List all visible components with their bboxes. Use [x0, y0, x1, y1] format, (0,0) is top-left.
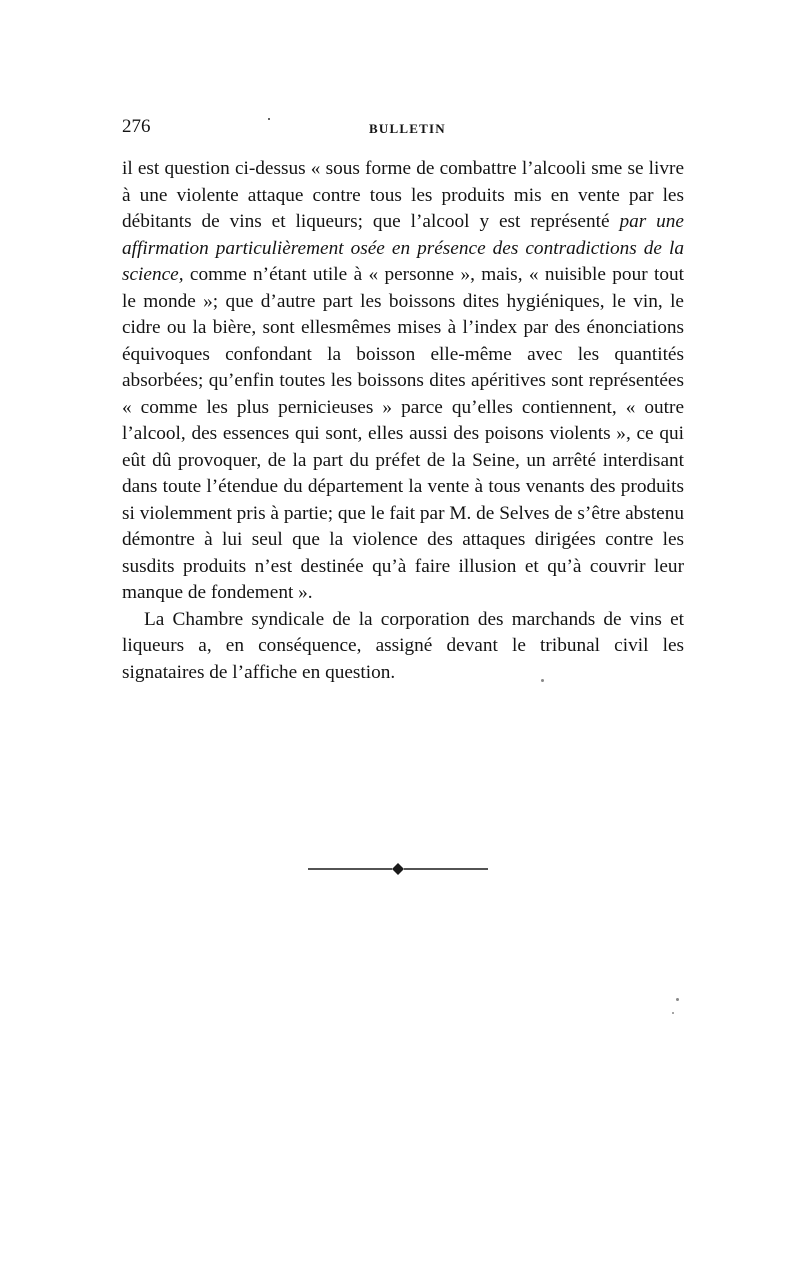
paragraph-2: La Chambre syndicale de la corporation des marchands de vins et liqueurs a, en conséquence, assigné devant le tribunal civil les signataires de l’affiche en question. [122, 608, 684, 683]
paragraph-1-italic: par une affirmation particulièrement osée en présence des contradictions de la science, [122, 211, 684, 285]
page-speck [541, 679, 544, 682]
page-header [122, 116, 682, 142]
diamond-rule-ornament-icon [308, 860, 488, 878]
paragraph-1-text-b: comme n’étant utile à « personne », mais, « nuisible pour tout le monde »; que d’autre part les boissons dites hygiéniques, le vin, le cidre ou la bière, sont ellesmêmes mises à l’index par des énonciations équivoques confondant la boisson elle-même avec les quantités absorbées; qu’enfin toutes les boissons dites apéritives sont représentées « comme les plus pernicieuses » parce qu’elles contiennent, « outre l’alcool, des essences qui sont, elles aussi des poisons violents », ce qui eût dû provoquer, de la part du préfet de la Seine, un arrêté interdisant dans toute l’étendue du département la vente à tous venants des produits si violemment pris à partie; que le fait par M. de Selves de s’être abstenu démontre à lui seul que la violence des attaques dirigées contre les susdits produits n’est destinée qu’à faire illusion et qu’à couvrir leur manque de fondement ». [122, 264, 684, 603]
page-number: 276 [122, 116, 151, 137]
header-speck [268, 118, 270, 120]
running-head: BULLETIN [369, 121, 446, 136]
page-speck [676, 998, 679, 1001]
body-text [122, 156, 684, 686]
paragraph-1-text-a: il est question ci-dessus « sous forme de combattre l’alcooli sme se livre à une violente attaque contre tous les produits mis en vente par les débitants de vins et liqueurs; que l’alcool y est représenté [122, 158, 684, 232]
paragraph-1 [122, 156, 684, 607]
page-speck [672, 1012, 674, 1014]
